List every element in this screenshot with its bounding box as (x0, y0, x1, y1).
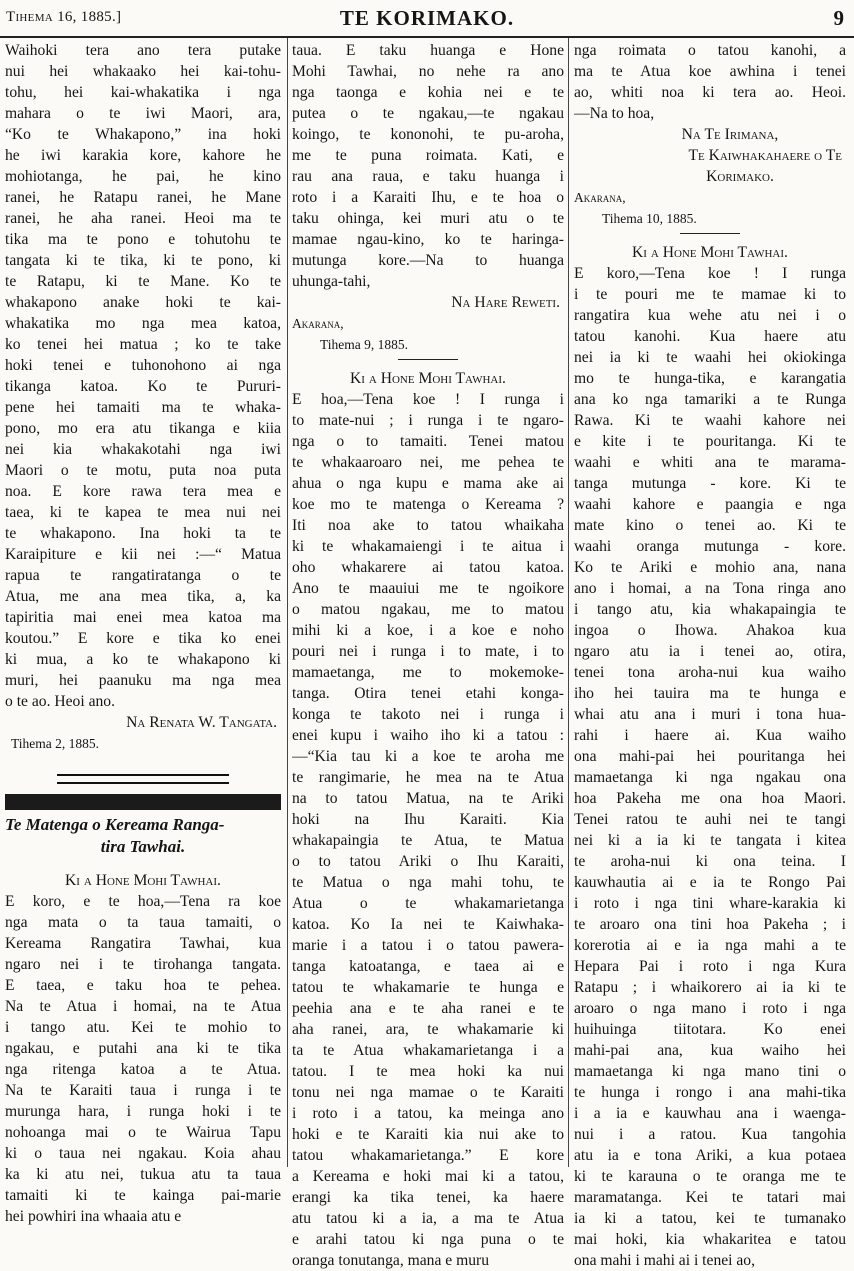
place-akarana-2: Akarana, (574, 190, 626, 205)
text-line: pene hei tamaiti ma te whaka- (5, 399, 281, 416)
text-line: me te puna roimata. Kati, e (292, 147, 564, 164)
text-line: nei ki a ia ki te tangata i kitea (574, 832, 846, 849)
text-line: Na te Atua i homai, na te Atua (5, 998, 281, 1015)
text-line: Atua o te whakamarietanga (292, 895, 564, 912)
text-line: ngakau, e putahi ana ki te tika (5, 1040, 281, 1057)
text-line: pono, mo era atu tikanga e kiia (5, 420, 281, 437)
text-line: tikanga katoa. Ko te Pururi- (5, 378, 281, 395)
text-line: mamaetanga, me to mokemoke- (292, 664, 564, 681)
text-line: Ko te Ariki e mohio ana, nana (574, 559, 846, 576)
text-line: nohoanga mai o te Wairua Tapu (5, 1124, 281, 1141)
text-line: konga te takoto nei i runga i (292, 706, 564, 723)
text-line: aroaro o nga mano i roto i nga (574, 1000, 846, 1017)
text-line: e kite i te pouritanga. Ki te (574, 433, 846, 450)
text-line: te aroaro ona tini hoa Pakeha ; i (574, 916, 846, 933)
text-line: na to tatou Matua, na te Ariki (292, 790, 564, 807)
text-line: ngaro atu ia i tenei ao, otira, (574, 643, 846, 660)
text-line: tanga mutunga - kore. Ki te (574, 475, 846, 492)
text-line: taea, ki te kapea te mea nui nei (5, 504, 281, 521)
text-line: hoa Pakeha me ona hoa Maori. (574, 790, 846, 807)
text-line: te rangimarie, he mea na te Atua (292, 769, 564, 786)
text-line: “Ko te Whakapono,” ina hoki (5, 126, 281, 143)
letter-renata-text (5, 40, 281, 712)
text-line: o matou ngakau, me to matou (292, 601, 564, 618)
text-line: whakapaingia te Atua, te Matua (292, 832, 564, 849)
column-divider-1 (287, 38, 288, 1167)
text-line: waahi e whiti ana te marama- (574, 454, 846, 471)
text-line: ao, whiti noa ki tera ao. Heoi. (574, 84, 846, 101)
section-rule (57, 774, 229, 784)
text-line: muri, hei paanuku ma nga mea (5, 672, 281, 689)
section-title-line1: Te Matenga o Kereama Ranga- (5, 815, 225, 834)
letter-korimako-end (574, 40, 846, 124)
text-line: nga roimata o tatou kanohi, a (574, 42, 846, 59)
text-line: ahua o nga kupu e mama ake ai (292, 475, 564, 492)
text-line: Maori o te motu, puta noa puta (5, 462, 281, 479)
text-line: taua. E taku huanga e Hone (292, 42, 564, 59)
text-line: murunga hara, i runga hoki i te (5, 1103, 281, 1120)
signature-title-2: Korimako. (706, 168, 774, 185)
text-line: ranei, he Ratapu ranei, he Mane (5, 189, 281, 206)
text-line: nga ritenga katoa a te Atua. (5, 1061, 281, 1078)
letter-hare-text-start (5, 891, 281, 1227)
text-line: noa. E kore rawa tera mea e (5, 483, 281, 500)
signature-hare: Na Hare Reweti. (451, 294, 560, 311)
text-line: Ratapu ; i whaikorero ai ia ki te (574, 979, 846, 996)
text-line: tanga katoatanga, e taea ai e (292, 958, 564, 975)
text-line: tenei tona aroha-nui kua waiho (574, 664, 846, 681)
text-line: i te pouri me te mamae ki to (574, 286, 846, 303)
section-title-line2: tira Tawhai. (100, 837, 186, 856)
text-line: tatou. I te mea hoki ka nui (292, 1063, 564, 1080)
text-line: nei ia ki te waahi hei okiokinga (574, 349, 846, 366)
text-line: rau ana raua, e taku huanga i (292, 168, 564, 185)
letter-korimako-text (292, 389, 564, 1271)
text-line: Iti noa ake to tatou whaikaha (292, 517, 564, 534)
page-number: 9 (833, 6, 844, 30)
text-line: erangi ka tika tenei, ka haere (292, 1189, 564, 1206)
text-line: nui hei whakaako hei kai-tohu- (5, 63, 281, 80)
text-line: nga mata o ta taua tamaiti, o (5, 914, 281, 931)
text-line: ingoa o Ihowa. Ahakoa kua (574, 622, 846, 639)
text-line: mamaetanga ki nga mano tini o (574, 1063, 846, 1080)
text-line: kauwhautia ai e ia te Rongo Pai (574, 874, 846, 891)
short-rule-2 (680, 233, 740, 234)
text-line: tatou whakamarietanga.” E kore (292, 1147, 564, 1164)
text-line: mamae ngau-kino, ko te haringa- (292, 231, 564, 248)
place-akarana-1: Akarana, (292, 316, 344, 331)
text-line: i roto i a tatou, ka meinga ano (292, 1105, 564, 1122)
text-line: koutou.” E kore e tika ko enei (5, 630, 281, 647)
text-line: atu ia e tona Ariki, a kua potaea (574, 1147, 846, 1164)
text-line: koingo, te kononohi, te pu-aroha, (292, 126, 564, 143)
text-line: ta te Atua whakamarietanga i a (292, 1042, 564, 1059)
column-1 (5, 40, 281, 1227)
letter-third-text (574, 263, 846, 1271)
text-line: waahi kahore e paangia e nga (574, 496, 846, 513)
column-2 (292, 40, 564, 1271)
text-line: Hepara Pai i roto i nga Kura (574, 958, 846, 975)
text-line: —Na to hoa, (574, 105, 655, 122)
text-line: Ano te maauiui me te ngoikore (292, 580, 564, 597)
column-divider-2 (568, 38, 569, 1167)
issue-date: Tihema 16, 1885.] (6, 9, 122, 25)
text-line: nga o to tamaiti. Tenei matou (292, 433, 564, 450)
text-line: te Matua o nga mahi tohu, te (292, 874, 564, 891)
text-line: mutunga kore.—Na to huanga (292, 252, 564, 269)
column-3 (574, 40, 846, 1271)
text-line: oranga tonutanga, mana e muru (292, 1252, 490, 1269)
text-line: tohu, hei kai-whakatika i nga (5, 84, 281, 101)
signature-irimana: Na Te Irimana, (681, 126, 779, 143)
text-line: te whakaaroaro nei, me pehea te (292, 454, 564, 471)
text-line: ki mua, a ko te whakapono ki (5, 651, 281, 668)
text-line: hoki e te Karaiti kia nui ake to (292, 1126, 564, 1143)
text-line: hei powhiri ina whaaia atu e (5, 1208, 182, 1225)
text-line: ka ki atu nei, tukua atu ta taua (5, 1166, 281, 1183)
text-line: katoa. Ko Ia nei te Kaiwhaka- (292, 916, 564, 933)
text-line: ranei, he aha ranei. Heoi ma te (5, 210, 281, 227)
signature-renata: Na Renata W. Tangata. (126, 714, 277, 731)
signature-title-1: Te Kaiwhakahaere o Te (688, 147, 842, 164)
text-line: mahara o te iwi Maori, ara, (5, 105, 281, 122)
page-header (0, 0, 854, 40)
header-rule (0, 36, 854, 38)
text-line: E koro,—Tena koe ! I runga (574, 265, 846, 282)
text-line: te aroha-nui ki ona teina. I (574, 853, 846, 870)
text-line: Na te Karaiti taua i runga i te (5, 1082, 281, 1099)
text-line: te hunga i rongo i ana mahi-tika (574, 1084, 846, 1101)
text-line: ana ko nga tamariki a te Runga (574, 391, 846, 408)
letter-heading-1: Ki a Hone Mohi Tawhai. (65, 872, 221, 889)
text-line: uhunga-tahi, (292, 273, 371, 290)
text-line: E koro, e te hoa,—Tena ra koe (5, 893, 281, 910)
text-line: Karaipiture e kii nei :—“ Matua (5, 546, 281, 563)
text-line: tonu nei nga mamae o te Karaiti (292, 1084, 564, 1101)
text-line: e arahi tatou ki nga puna o te (292, 1231, 564, 1248)
newspaper-title: TE KORIMAKO. (339, 6, 515, 30)
text-line: peehia ana e te aha ranei e te (292, 1000, 564, 1017)
text-line: huihuinga tiitotara. Ko enei (574, 1021, 846, 1038)
text-line: maramatanga. Kei te tatari mai (574, 1189, 846, 1206)
text-line: he iwi karakia kore, kahore he (5, 147, 281, 164)
text-line: Tenei ratou te auhi nei te tangi (574, 811, 846, 828)
text-line: ki te whakamaiengi i te aitua i (292, 538, 564, 555)
dateline-irimana: Tihema 10, 1885. (602, 211, 697, 226)
text-line: tatou kanohi. Kua haere atu (574, 328, 846, 345)
text-line: ko tenei hei matua ; ko te take (5, 336, 281, 353)
text-line: koe mo te matenga o Kereama ? (292, 496, 564, 513)
text-line: mahi-pai ana, kua waiho hei (574, 1042, 846, 1059)
text-line: mihi ki a koe, i a koe e noho (292, 622, 564, 639)
text-line: mo te hunga-tika, e karangatia (574, 370, 846, 387)
text-line: enei kupu i waiho iho ki a tatou : (292, 727, 564, 744)
dateline-hare: Tihema 9, 1885. (320, 337, 409, 352)
text-line: hoki tenei e tuhonohono ai nga (5, 357, 281, 374)
text-line: o to tatou Ariki o Ihu Karaiti, (292, 853, 564, 870)
text-line: whakatika mo nga mea katoa, (5, 315, 281, 332)
text-line: tanga. Otira tenei etahi konga- (292, 685, 564, 702)
text-line: ia ki a tatou, kei te tumanako (574, 1210, 846, 1227)
text-line: putea o te ngakau,—te ngakau (292, 105, 564, 122)
text-line: i tango atu, kia whakapaingia te (574, 601, 846, 618)
text-line: rangatira kua wehe atu nei i o (574, 307, 846, 324)
text-line: i tango atu. Kei te mohio to (5, 1019, 281, 1036)
dateline-renata: Tihema 2, 1885. (11, 736, 100, 751)
text-line: o te ao. Heoi ano. (5, 693, 115, 710)
text-line: ki te karauna o te oranga me te (574, 1168, 846, 1185)
text-line: te Ratapu, ki te Mane. Ko te (5, 273, 281, 290)
text-line: nga taonga e kohia nei e te (292, 84, 564, 101)
text-line: Kereama Rangatira Tawhai, kua (5, 935, 281, 952)
text-line: mamaetanga ki nga ngakau ona (574, 769, 846, 786)
text-line: ki o taua nei ngakau. Koia ahau (5, 1145, 281, 1162)
text-line: tamaiti ki te kainga pai-marie (5, 1187, 281, 1204)
text-line: ma te Atua koe awhina i tenei (574, 63, 846, 80)
text-line: hoki na Ihu Karaiti. Kia (292, 811, 564, 828)
letter-heading-2: Ki a Hone Mohi Tawhai. (350, 370, 506, 387)
text-line: Waihoki tera ano tera putake (5, 42, 281, 59)
text-line: nei kia whakakotahi nga iwi (5, 441, 281, 458)
text-line: a Kereama e hoki mai ki a tatou, (292, 1168, 564, 1185)
text-line: taku ohinga, kei muri atu o te (292, 210, 564, 227)
text-line: oho whakarere ai tatou katoa. (292, 559, 564, 576)
text-line: Atua, me ana mea tika, a, ka (5, 588, 281, 605)
text-line: E hoa,—Tena koe ! I runga i (292, 391, 564, 408)
text-line: to mate-nui ; i runga i te ngaro- (292, 412, 564, 429)
text-line: Rawa. Ki te waahi kahore nei (574, 412, 846, 429)
text-line: i a ia e kauwhau ana i waenga- (574, 1105, 846, 1122)
text-line: tangata ki te tika, ki te pono, ki (5, 252, 281, 269)
text-line: pouri nei i runga i to mate, i to (292, 643, 564, 660)
text-line: tatou te whakamarie te hunga e (292, 979, 564, 996)
text-line: whakapono anake hoki te kai- (5, 294, 281, 311)
text-line: ona mahi-pai hei pouritanga hei (574, 748, 846, 765)
section-banner (5, 794, 281, 810)
text-line: tika ma te pono e tohutohu te (5, 231, 281, 248)
text-line: nui i a ratou. Kua tangohia (574, 1126, 846, 1143)
text-line: rapua te rangatiratanga o te (5, 567, 281, 584)
text-line: korerotia ai e ia nga mahi a te (574, 937, 846, 954)
text-line: atu tatou ki a ia, a ma te Atua (292, 1210, 564, 1227)
text-line: rahi i haere ai. Kua waiho (574, 727, 846, 744)
text-line: whai atu ana i muri i tona hua- (574, 706, 846, 723)
text-line: ona mahi i mahi ai i tenei ao, (574, 1252, 756, 1269)
letter-heading-3: Ki a Hone Mohi Tawhai. (632, 244, 788, 261)
text-line: waahi oranga mutunga - kore. (574, 538, 846, 555)
text-line: E taea, e taku hoa te pehea. (5, 977, 281, 994)
text-line: aha ranei, ara, te whakamarie ki (292, 1021, 564, 1038)
text-line: tapiritia mai enei mea katoa ma (5, 609, 281, 626)
letter-hare-text-end (292, 40, 564, 292)
text-line: —“Kia tau ki a koe te aroha me (292, 748, 564, 765)
text-line: ngaro nei i te tirohanga tangata. (5, 956, 281, 973)
text-line: i roto i nga tini whare-karakia ki (574, 895, 846, 912)
text-line: iho hei tauira ma te hunga e (574, 685, 846, 702)
text-line: ano i homai, a na Tona ringa ano (574, 580, 846, 597)
text-line: Mohi Tawhai, no nehe ra ano (292, 63, 564, 80)
text-line: mate kino o tenei ao. Ki te (574, 517, 846, 534)
short-rule-1 (398, 359, 458, 360)
text-line: mai hoki, kia whakaritea e tatou (574, 1231, 846, 1248)
text-line: te whakapono. Ina hoki ta te (5, 525, 281, 542)
text-line: mohiotanga, he pai, he kino (5, 168, 281, 185)
text-line: marie i a tatou i o tatou pawera- (292, 937, 564, 954)
text-line: roto i a Karaiti Ihu, e te hoa o (292, 189, 564, 206)
